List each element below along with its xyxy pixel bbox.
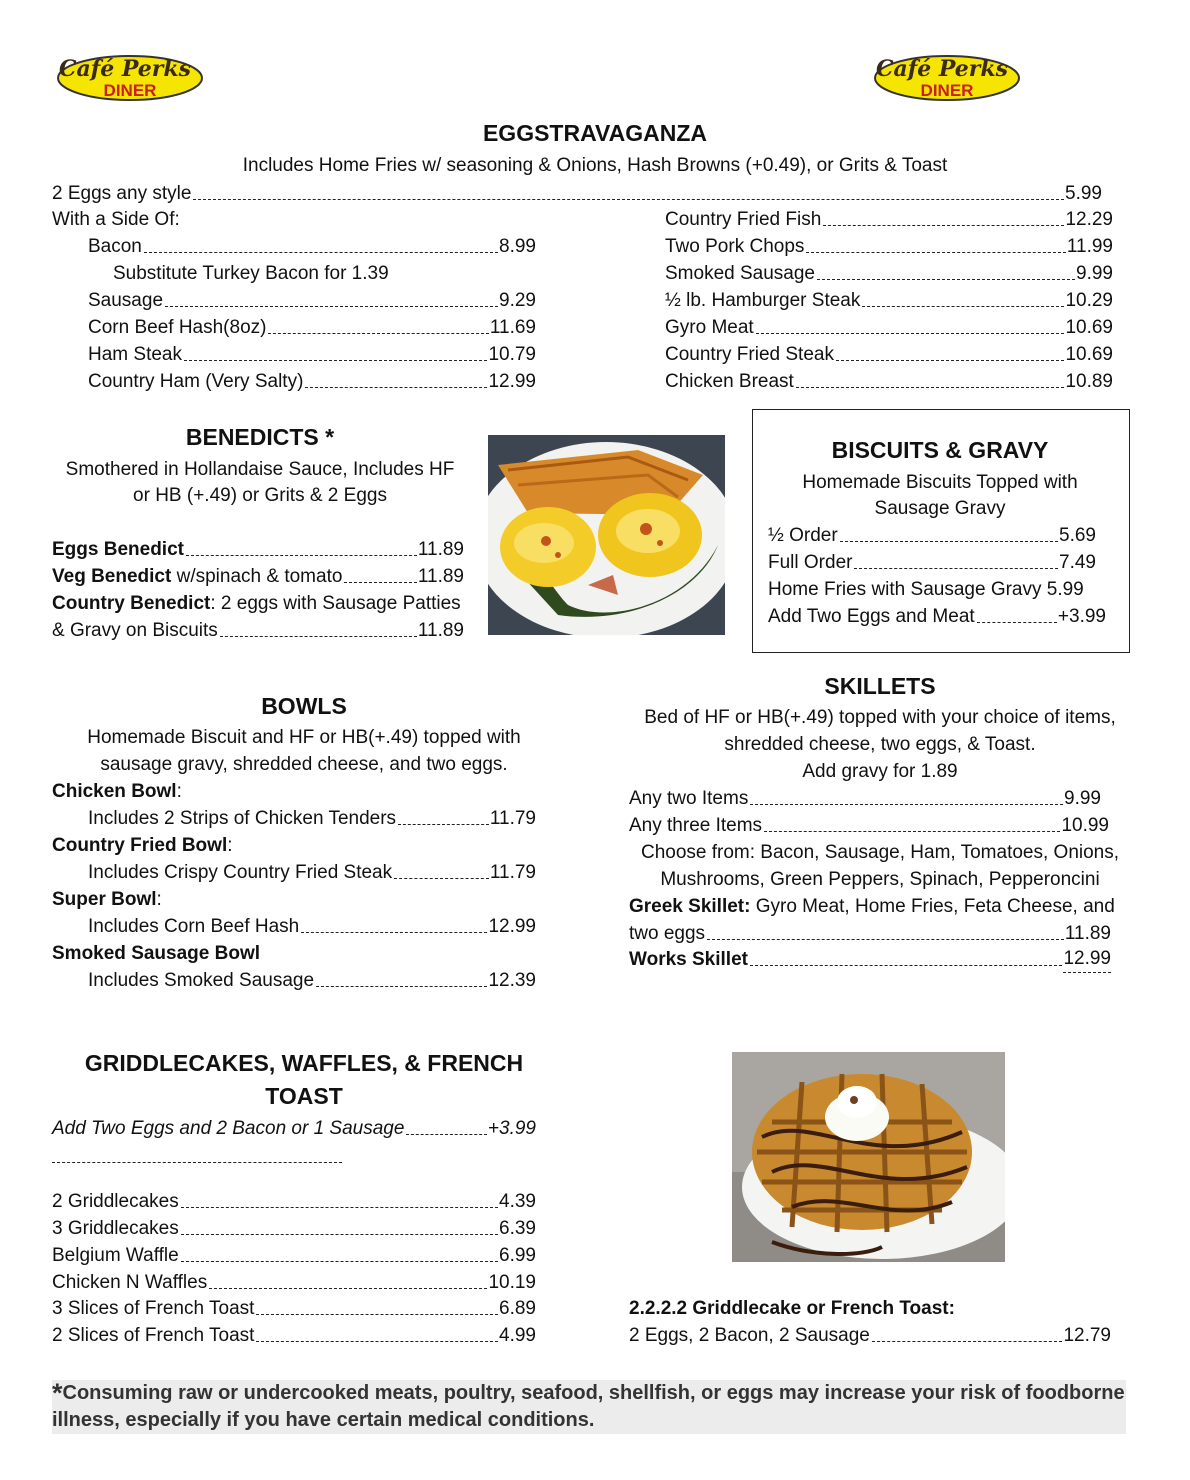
item-price: 10.79 (488, 344, 536, 365)
leader-dots (256, 1314, 498, 1315)
skillets-subtitle-3: Add gravy for 1.89 (802, 761, 958, 782)
item-desc: Includes Smoked Sausage (88, 970, 315, 991)
leader-dots (756, 333, 1065, 334)
item-price: 6.89 (499, 1298, 536, 1319)
leader-dots (181, 1234, 498, 1235)
eggs-left-row (88, 233, 536, 260)
skillets-subtitle-1: Bed of HF or HB(+.49) topped with your choice of items, (644, 707, 1116, 728)
item-name: Corn Beef Hash(8oz) (88, 317, 267, 338)
leader-dots (301, 932, 487, 933)
item-price: 10.69 (1065, 344, 1113, 365)
eggs-title: EGGSTRAVAGANZA (482, 120, 708, 146)
item-price: 4.99 (499, 1325, 536, 1346)
biscuits-title: BISCUITS & GRAVY (831, 437, 1049, 463)
bowl-name (52, 886, 162, 913)
eggs-left-row (88, 287, 536, 314)
item-name: Sausage (88, 290, 164, 311)
item-price: 10.99 (1061, 815, 1109, 836)
leader-dots (398, 824, 489, 825)
item-name-bold: Greek Skillet: (629, 896, 751, 917)
item-price: 5.69 (1059, 525, 1096, 546)
eggs-right-row (665, 341, 1113, 368)
works-skillet-row (629, 946, 1111, 973)
benedicts-subtitle-2: or HB (+.49) or Grits & 2 Eggs (133, 485, 387, 506)
item-name: Country Fried Steak (665, 344, 834, 365)
biscuits-row (768, 522, 1096, 549)
item-price: 11.99 (1066, 236, 1113, 257)
eggs-right-row (665, 260, 1113, 287)
leader-dots (268, 333, 488, 334)
item-name-bold: Country Fried Bowl (52, 835, 228, 856)
eggs-benedict-photo (488, 435, 725, 635)
bowl-row (88, 967, 536, 994)
item-name: Full Order (768, 552, 853, 573)
item-price: 12.29 (1065, 209, 1113, 230)
leader-dots (823, 225, 1064, 226)
leader-dots (165, 306, 498, 307)
item-price: 11.69 (489, 317, 536, 338)
logo-text-bottom: DINER (920, 81, 974, 100)
item-suffix: : (227, 835, 233, 856)
eggs-side-label: With a Side Of: (52, 209, 180, 230)
item-price: 5.99 (1065, 183, 1102, 204)
greek-skillet-line (629, 893, 1115, 920)
item-price: 10.19 (488, 1272, 536, 1293)
item-price: 10.29 (1065, 290, 1113, 311)
benedicts-title: BENEDICTS * (185, 424, 335, 450)
griddle-row (52, 1295, 536, 1322)
item-name: Add Two Eggs and 2 Bacon or 1 Sausage (52, 1118, 405, 1139)
item-name: Bacon (88, 236, 142, 257)
item-suffix: : (176, 781, 182, 802)
leader-dots (316, 986, 487, 987)
item-desc: w/spinach & tomato (176, 566, 343, 587)
leader-dots (186, 555, 417, 556)
item-name: Gyro Meat (665, 317, 754, 338)
eggs-right-row (665, 314, 1113, 341)
leader-dots (193, 199, 1064, 200)
combo-row (629, 1322, 1111, 1349)
bowl-row (88, 805, 536, 832)
item-price: 11.79 (489, 862, 536, 883)
bowl-row (88, 913, 536, 940)
item-price: 12.99 (1063, 945, 1111, 973)
item-name: 2 Griddlecakes (52, 1191, 179, 1212)
griddle-row (52, 1188, 536, 1215)
biscuits-add-eggs-row (768, 603, 1106, 630)
griddle-row (52, 1242, 536, 1269)
combo-title: 2.2.2.2 Griddlecake or French Toast: (629, 1298, 955, 1319)
separator-dashes (52, 1162, 342, 1163)
item-desc: Includes 2 Strips of Chicken Tenders (88, 808, 397, 829)
eggs-benedict-row (52, 536, 464, 563)
item-name: Smoked Sausage (665, 263, 815, 284)
eggs-right-row (665, 206, 1113, 233)
item-name: Works Skillet (629, 949, 748, 970)
item-price: 11.79 (489, 808, 536, 829)
logo-text-top: Café Perks (875, 56, 1009, 82)
skillets-subtitle-2: shredded cheese, two eggs, & Toast. (724, 734, 1036, 755)
item-price: 10.69 (1065, 317, 1113, 338)
item-price: +3.99 (1057, 606, 1106, 627)
leader-dots (817, 279, 1075, 280)
biscuits-subtitle-1: Homemade Biscuits Topped with (802, 472, 1078, 493)
item-price: 6.39 (499, 1218, 536, 1239)
skillets-title: SKILLETS (824, 673, 936, 699)
item-name: 2 Eggs, 2 Bacon, 2 Sausage (629, 1325, 870, 1346)
leader-dots (144, 252, 498, 253)
logo-left (55, 50, 205, 102)
item-name: Add Two Eggs and Meat (768, 606, 975, 627)
griddle-title-1: GRIDDLECAKES, WAFFLES, & FRENCH (84, 1050, 524, 1076)
item-price: 11.89 (1064, 923, 1111, 944)
leader-dots (406, 1134, 486, 1135)
item-price: 11.89 (417, 620, 464, 641)
item-desc: : 2 eggs with Sausage Patties (210, 593, 461, 614)
allergy-disclaimer (52, 1380, 1126, 1434)
leader-dots (707, 939, 1064, 940)
eggs-right-row (665, 368, 1113, 395)
bowls-subtitle-2: sausage gravy, shredded cheese, and two eggs. (100, 754, 508, 775)
skillets-choose-2: Mushrooms, Green Peppers, Spinach, Pepperoncini (660, 869, 1100, 890)
waffle-photo (732, 1052, 1005, 1262)
item-price: 9.99 (1064, 788, 1101, 809)
disclaimer-star: * (52, 1378, 63, 1408)
leader-dots (220, 636, 417, 637)
biscuits-row (768, 549, 1096, 576)
item-price: 12.39 (488, 970, 536, 991)
item-desc: Gyro Meat, Home Fries, Feta Cheese, and (755, 896, 1115, 917)
item-desc: Includes Corn Beef Hash (88, 916, 300, 937)
item-price: 9.29 (499, 290, 536, 311)
turkey-bacon-note: Substitute Turkey Bacon for 1.39 (113, 263, 389, 284)
logo-right (872, 50, 1022, 102)
logo-text-top: Café Perks (58, 56, 192, 82)
leader-dots (184, 360, 487, 361)
item-price: 12.99 (488, 916, 536, 937)
item-name-bold: Veg Benedict (52, 566, 172, 587)
country-benedict-row (52, 617, 464, 644)
item-desc: & Gravy on Biscuits (52, 620, 218, 641)
leader-dots (840, 541, 1058, 542)
item-price: 12.79 (1063, 1325, 1111, 1346)
item-name: Chicken N Waffles (52, 1272, 208, 1293)
item-price: 11.89 (417, 539, 464, 560)
griddle-row (52, 1269, 536, 1296)
leader-dots (394, 878, 489, 879)
item-name-bold: Chicken Bowl (52, 781, 177, 802)
leader-dots (872, 1341, 1063, 1342)
eggs-base-row (52, 180, 1102, 207)
skillets-choose-1: Choose from: Bacon, Sausage, Ham, Tomatoes, Onions, (640, 842, 1120, 863)
leader-dots (181, 1261, 498, 1262)
leader-dots (344, 582, 416, 583)
item-name: ½ lb. Hamburger Steak (665, 290, 861, 311)
item-name: Country Fried Fish (665, 209, 822, 230)
item-name: 2 Eggs any style (52, 183, 192, 204)
item-name-bold: Super Bowl (52, 889, 157, 910)
leader-dots (209, 1288, 487, 1289)
bowls-title: BOWLS (261, 693, 347, 719)
bowl-name (52, 832, 233, 859)
eggs-left-row (88, 314, 536, 341)
leader-dots (854, 568, 1058, 569)
disclaimer-text: Consuming raw or undercooked meats, poultry, seafood, shellfish, or eggs may increase your risk of foodborne illness, especially if you have certain medical conditions. (52, 1382, 1125, 1431)
item-name: 2 Slices of French Toast (52, 1325, 255, 1346)
leader-dots (806, 252, 1065, 253)
item-price: +3.99 (487, 1118, 536, 1139)
item-price: 7.49 (1059, 552, 1096, 573)
home-fries-gravy: Home Fries with Sausage Gravy 5.99 (768, 579, 1084, 600)
leader-dots (764, 831, 1060, 832)
griddle-row (52, 1215, 536, 1242)
leader-dots (862, 306, 1064, 307)
item-name-bold: Country Benedict (52, 593, 211, 614)
bowls-subtitle-1: Homemade Biscuit and HF or HB(+.49) topped with (87, 727, 521, 748)
item-name: Country Ham (Very Salty) (88, 371, 304, 392)
item-desc: Includes Crispy Country Fried Steak (88, 862, 393, 883)
item-name: Any two Items (629, 788, 749, 809)
leader-dots (256, 1341, 498, 1342)
greek-skillet-row (629, 920, 1111, 947)
leader-dots (305, 387, 487, 388)
benedicts-subtitle-1: Smothered in Hollandaise Sauce, Includes HF (65, 459, 455, 480)
bowl-row (88, 859, 536, 886)
item-name: Eggs Benedict (52, 539, 184, 560)
item-name: Chicken Breast (665, 371, 794, 392)
eggs-right-row (665, 233, 1113, 260)
leader-dots (750, 965, 1062, 966)
veg-benedict-row (52, 563, 464, 590)
griddle-title-2: TOAST (265, 1083, 343, 1109)
item-price: 6.99 (499, 1245, 536, 1266)
bowl-name (52, 940, 260, 967)
leader-dots (836, 360, 1064, 361)
griddle-addon-row (52, 1115, 536, 1142)
item-name: Belgium Waffle (52, 1245, 179, 1266)
country-benedict-line (52, 590, 461, 617)
item-desc: two eggs (629, 923, 706, 944)
item-name: Any three Items (629, 815, 763, 836)
leader-dots (181, 1207, 498, 1208)
item-name: 3 Griddlecakes (52, 1218, 179, 1239)
leader-dots (750, 804, 1063, 805)
item-name-bold: Smoked Sausage Bowl (52, 943, 261, 964)
griddle-row (52, 1322, 536, 1349)
item-price: 11.89 (417, 566, 464, 587)
eggs-subtitle: Includes Home Fries w/ seasoning & Onions, Hash Browns (+0.49), or Grits & Toast (242, 155, 948, 176)
item-price: 12.99 (488, 371, 536, 392)
skillet-row (629, 812, 1109, 839)
eggs-left-row (88, 368, 536, 395)
item-price: 10.89 (1065, 371, 1113, 392)
item-name: 3 Slices of French Toast (52, 1298, 255, 1319)
logo-text-bottom: DINER (103, 81, 157, 100)
skillet-row (629, 785, 1101, 812)
leader-dots (977, 622, 1057, 623)
item-name: ½ Order (768, 525, 838, 546)
item-name: Two Pork Chops (665, 236, 805, 257)
eggs-left-row (88, 341, 536, 368)
item-suffix: : (156, 889, 162, 910)
biscuits-subtitle-2: Sausage Gravy (874, 498, 1006, 519)
item-name: Ham Steak (88, 344, 182, 365)
bowl-name (52, 778, 182, 805)
eggs-right-row (665, 287, 1113, 314)
item-price: 8.99 (499, 236, 536, 257)
item-price: 4.39 (499, 1191, 536, 1212)
item-name (52, 563, 342, 590)
item-price: 9.99 (1076, 263, 1113, 284)
leader-dots (796, 387, 1065, 388)
